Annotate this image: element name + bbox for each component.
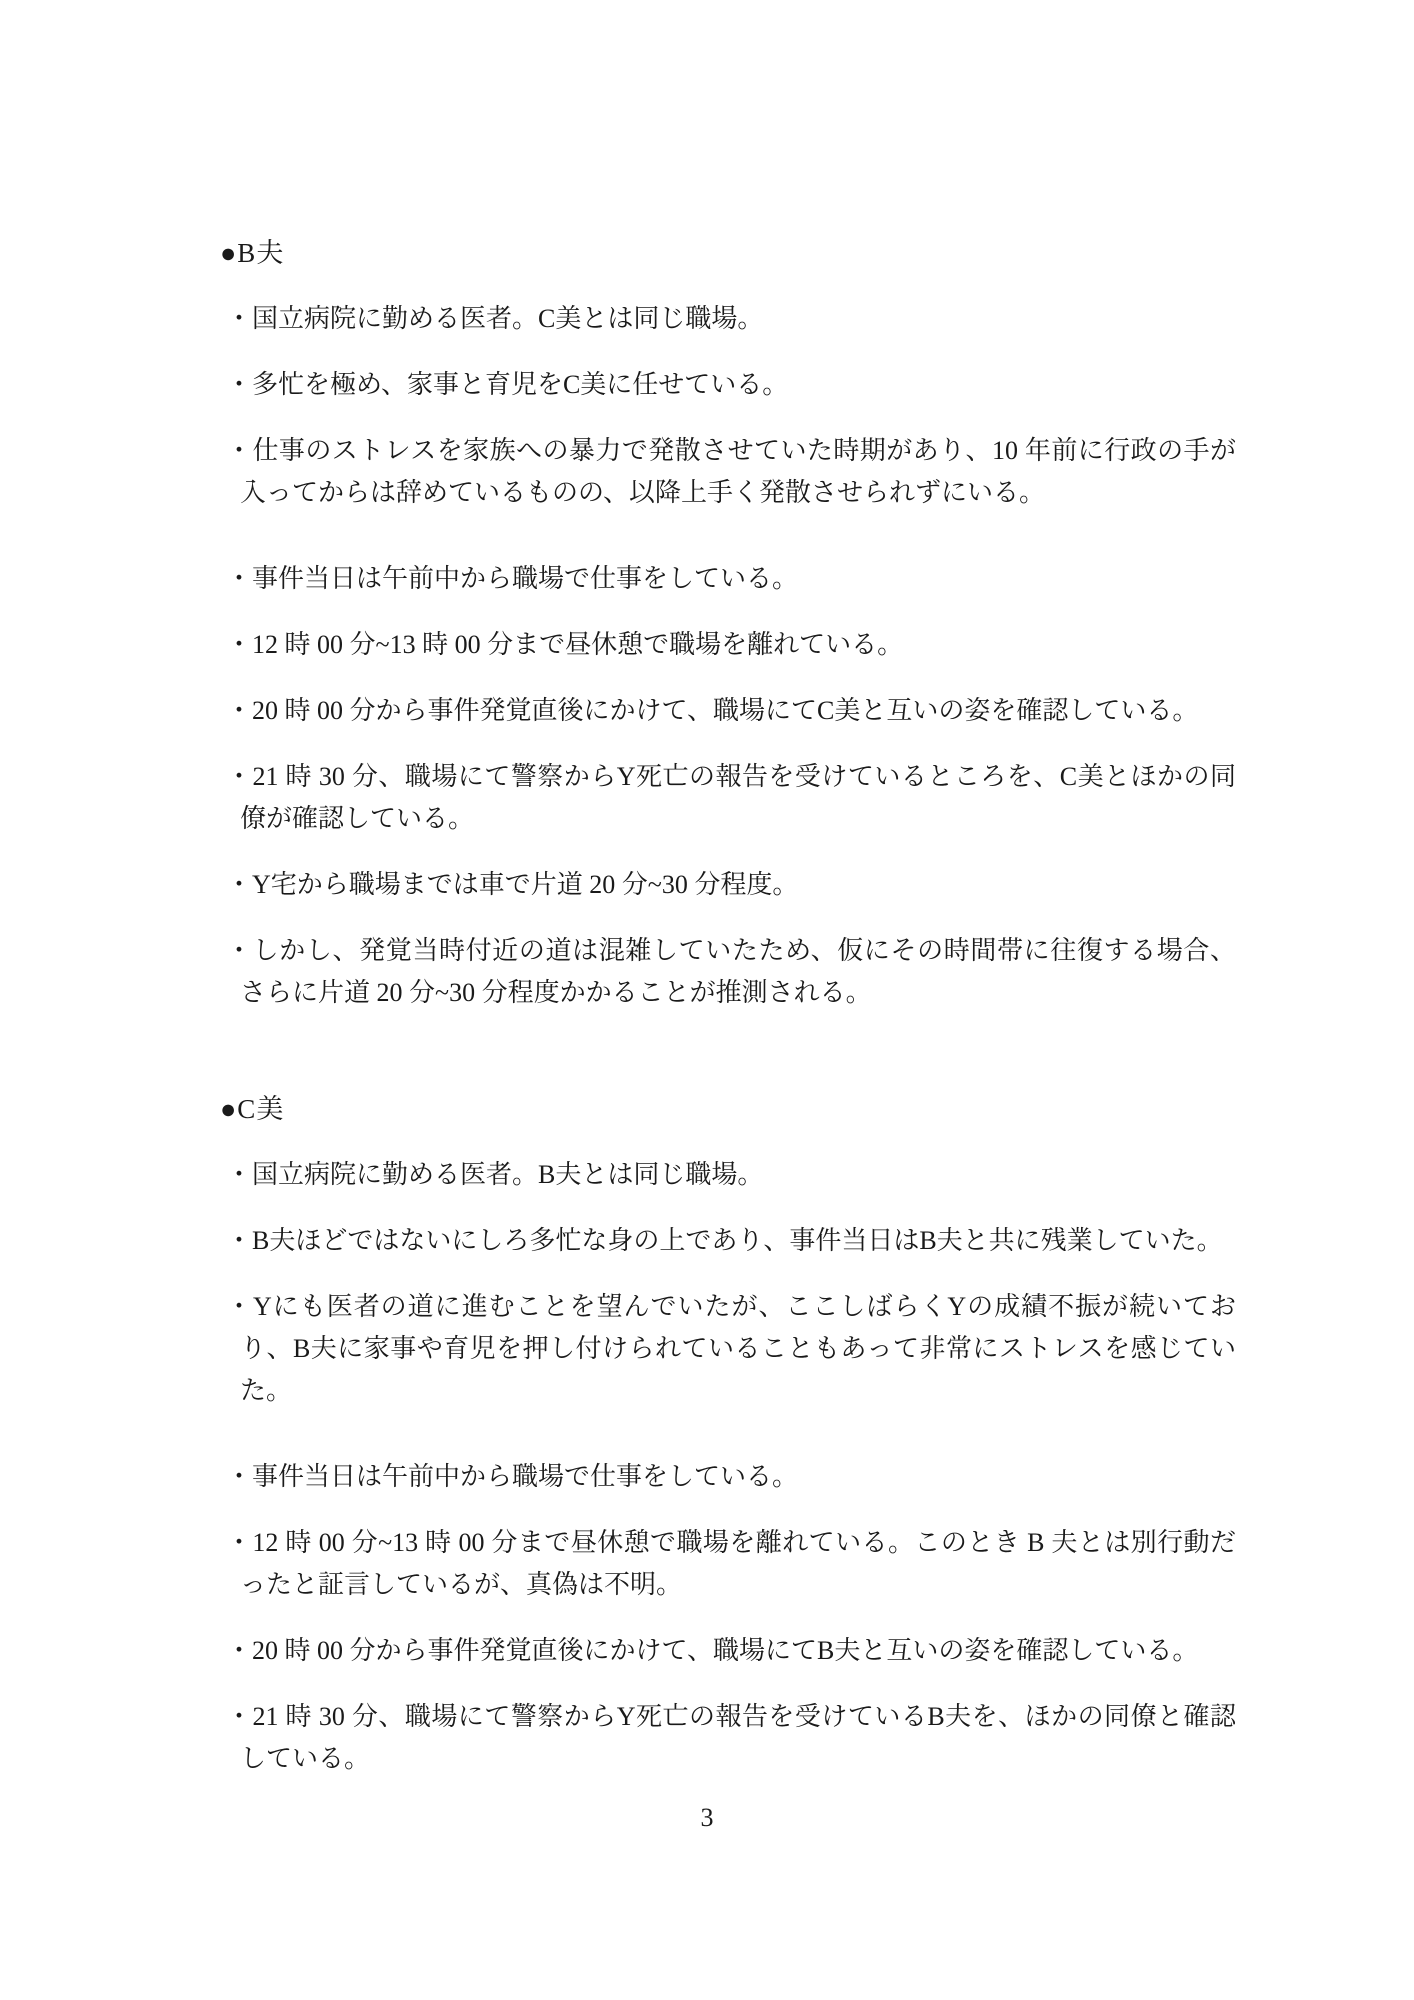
bullet-item: ・事件当日は午前中から職場で仕事をしている。 (226, 1462, 799, 1491)
section-c-heading: ●C美 (220, 1094, 285, 1124)
profile-group (220, 298, 1236, 514)
page-number: 3 (700, 1803, 714, 1832)
bullet-item: ・しかし、発覚当時付近の道は混雑していたため、仮にその時間帯に往復する場合、さらに片道 20 分~30 分程度かかることが推測される。 (226, 936, 1236, 1007)
section-c-mi (220, 1088, 1236, 1780)
bullet-item: ・21 時 30 分、職場にて警察からY死亡の報告を受けているB夫を、ほかの同僚と確認している。 (226, 1702, 1236, 1773)
bullet-item: ・Y宅から職場までは車で片道 20 分~30 分程度。 (226, 870, 799, 899)
bullet-item: ・20 時 00 分から事件発覚直後にかけて、職場にてC美と互いの姿を確認している。 (226, 696, 1199, 725)
bullet-item: ・多忙を極め、家事と育児をC美に任せている。 (226, 370, 789, 399)
bullet-item: ・国立病院に勤める医者。B夫とは同じ職場。 (226, 1160, 764, 1189)
bullet-item: ・20 時 00 分から事件発覚直後にかけて、職場にてB夫と互いの姿を確認している。 (226, 1636, 1199, 1665)
document-body (220, 232, 1236, 1804)
profile-group (220, 1154, 1236, 1412)
bullet-item: ・B夫ほどではないにしろ多忙な身の上であり、事件当日はB夫と共に残業していた。 (226, 1226, 1223, 1255)
bullet-item: ・21 時 30 分、職場にて警察からY死亡の報告を受けているところを、C美とほかの同僚が確認している。 (226, 762, 1236, 833)
bullet-item: ・仕事のストレスを家族への暴力で発散させていた時期があり、10 年前に行政の手が入ってからは辞めているものの、以降上手く発散させられずにいる。 (226, 436, 1236, 507)
bullet-item: ・12 時 00 分~13 時 00 分まで昼休憩で職場を離れている。 (226, 630, 904, 659)
bullet-item: ・国立病院に勤める医者。C美とは同じ職場。 (226, 304, 764, 333)
bullet-item: ・事件当日は午前中から職場で仕事をしている。 (226, 564, 799, 593)
section-b-heading: ●B夫 (220, 238, 285, 268)
alibi-group (220, 1456, 1236, 1780)
alibi-group (220, 558, 1236, 1014)
section-b-o (220, 232, 1236, 1014)
bullet-item: ・Yにも医者の道に進むことを望んでいたが、ここしばらくYの成績不振が続いており、B夫に家事や育児を押し付けられていることもあって非常にストレスを感じていた。 (226, 1292, 1236, 1405)
bullet-item: ・12 時 00 分~13 時 00 分まで昼休憩で職場を離れている。このとき B 夫とは別行動だったと証言しているが、真偽は不明。 (226, 1528, 1236, 1599)
